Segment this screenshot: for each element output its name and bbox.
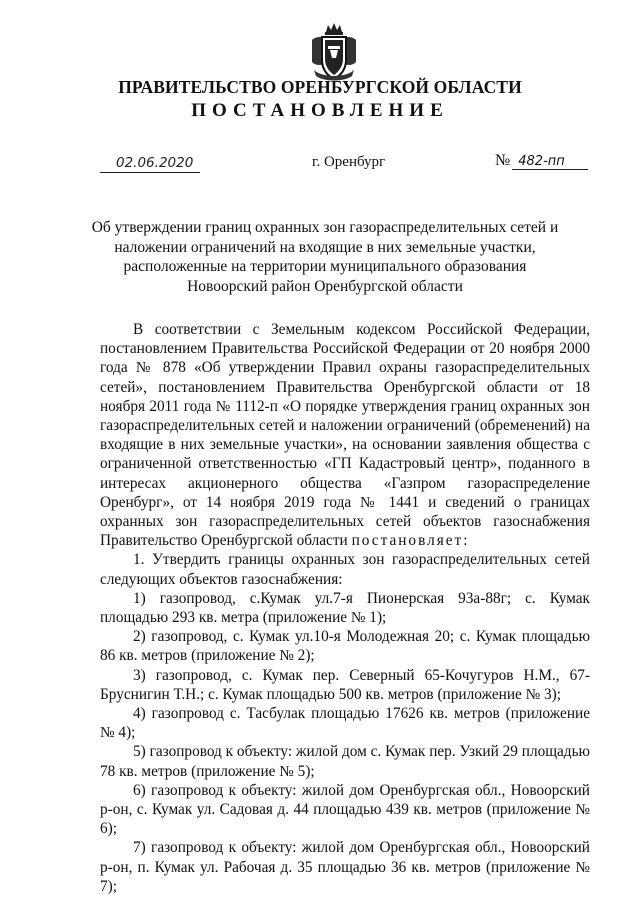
list-item: 5) газопровод к объекту: жилой дом с. Кумак пер. Узкий 29 площадью 78 кв. метров (приложение № 5); — [100, 743, 590, 780]
title-line: наложении ограничений на входящие в них земельные участки, — [114, 238, 536, 256]
preamble-paragraph — [100, 320, 590, 550]
title-line: расположенные на территории муниципального образования — [123, 258, 527, 275]
document-number-value: 482-пп — [512, 154, 588, 170]
list-item: 4) газопровод с. Тасбулак площадью 17626 кв. метров (приложение № 4); — [100, 705, 590, 742]
document-number — [495, 152, 588, 170]
document-date — [100, 155, 200, 173]
list-item: 6) газопровод к объекту: жилой дом Оренбургская обл., Новоорский р-он, с. Кумак ул. Садовая д. 44 площадью 439 кв. метров (приложение № 6); — [100, 781, 590, 838]
coat-of-arms-icon — [306, 22, 362, 84]
document-type: ПОСТАНОВЛЕНИЕ — [191, 100, 449, 121]
organization-name: ПРАВИТЕЛЬСТВО ОРЕНБУРГСКОЙ ОБЛАСТИ — [118, 77, 522, 97]
preamble-text: В соответствии с Земельным кодексом Российской Федерации, постановлением Правительства Российской Федерации от 20 ноября 2000 года № 878 «Об утверждении Правил охраны газораспределительных сетей», постановлением Правительства Оренбургской области от 18 ноября 2011 года № 1112-п «О порядке утверждения границ охранных зон газораспределительных сетей и наложении ограничений (обременений) на входящие в них земельные участки», на основании заявления общества с ограниченной ответственностью «ГП Кадастровый центр», поданного в интересах акционерного общества «Газпром газораспределение Оренбург», от 14 ноября 2019 года № 1441 и сведений о границах охранных зон газораспределительных сетей объектов газоснабжения Правительство Оренбургской области — [100, 321, 590, 550]
document-city: г. Оренбург — [312, 154, 386, 170]
number-prefix: № — [495, 152, 511, 169]
document-body — [100, 320, 590, 896]
title-line: Об утверждении границ охранных зон газораспределительных сетей и — [91, 219, 559, 236]
list-item: 3) газопровод, с. Кумак пер. Северный 65-Кочугуров Н.М., 67-Бруснигин Т.Н.; с. Кумак площадью 500 кв. метров (приложение № 3); — [100, 666, 590, 703]
decree-word: постановляет: — [351, 532, 470, 550]
list-item: 1) газопровод, с.Кумак ул.7-я Пионерская 93а-88г; с. Кумак площадью 293 кв. метра (приложение № 1); — [100, 589, 590, 627]
list-item: 2) газопровод, с. Кумак ул.10-я Молодежная 20; с. Кумак площадью 86 кв. метров (приложение № 2); — [100, 628, 590, 665]
list-item: 7) газопровод к объекту: жилой дом Оренбургская обл., Новоорский р-он, п. Кумак ул. Рабочая д. 35 площадью 36 кв. метров (приложение № 7); — [100, 839, 590, 895]
document-date-value: 02.06.2020 — [116, 155, 194, 171]
clause-paragraph: 1. Утвердить границы охранных зон газораспределительных сетей следующих объектов газоснабжения: — [100, 551, 590, 588]
title-line: Новоорский район Оренбургской области — [187, 277, 463, 295]
document-title — [90, 218, 560, 296]
